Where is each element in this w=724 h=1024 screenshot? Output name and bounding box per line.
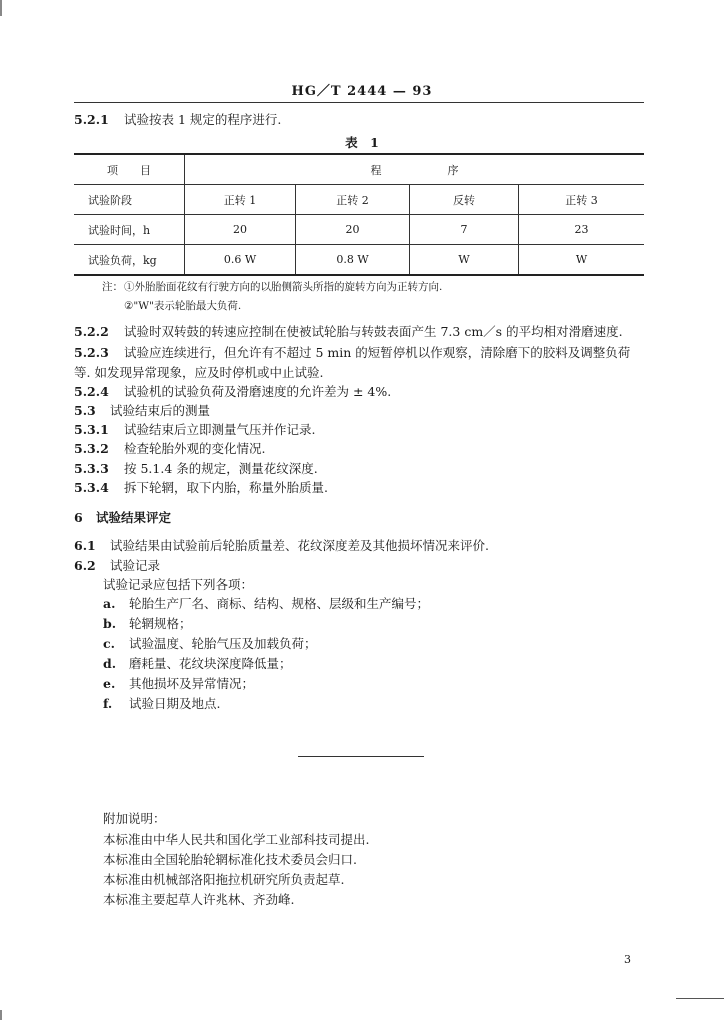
appendix-line: 本标准由中华人民共和国化学工业部科技司提出. bbox=[103, 832, 370, 847]
section-number: 5.3.1 bbox=[74, 422, 109, 437]
section-text: 试验按表 1 规定的程序进行. bbox=[124, 112, 282, 127]
section-5-2-4 bbox=[74, 382, 391, 400]
list-letter: f. bbox=[103, 696, 113, 711]
section-number: 5.2.2 bbox=[74, 324, 109, 339]
appendix-line: 本标准由机械部洛阳拖拉机研究所负责起草. bbox=[103, 872, 345, 887]
table-row bbox=[74, 245, 644, 276]
section-text: 试验结束后的测量 bbox=[110, 403, 211, 418]
section-heading: 试验结果评定 bbox=[96, 510, 172, 525]
list-letter: e. bbox=[103, 676, 116, 691]
appendix-line: 本标准主要起草人许兆林、齐劲峰. bbox=[103, 892, 295, 907]
section-text: 试验结果由试验前后轮胎质量差、花纹深度差及其他损坏情况来评价. bbox=[110, 538, 489, 553]
section-text: 按 5.1.4 条的规定，测量花纹深度. bbox=[124, 461, 318, 476]
list-letter: b. bbox=[103, 616, 117, 631]
section-number: 6 bbox=[74, 510, 83, 525]
list-text: 试验温度、轮胎气压及加载负荷； bbox=[129, 636, 317, 651]
table-note-2: ②"W"表示轮胎最大负荷. bbox=[124, 300, 242, 312]
table-header-row bbox=[74, 154, 644, 185]
record-intro: 试验记录应包括下列各项： bbox=[103, 577, 254, 592]
table-cell: 7 bbox=[410, 215, 519, 245]
table-cell: W bbox=[410, 245, 519, 276]
table-row bbox=[74, 215, 644, 245]
section-6-2 bbox=[74, 556, 160, 574]
section-text: 试验结束后立即测量气压并作记录. bbox=[124, 422, 316, 437]
section-5-3-4 bbox=[74, 478, 328, 496]
list-text: 轮胎生产厂名、商标、结构、规格、层级和生产编号； bbox=[129, 596, 430, 611]
section-number: 6.2 bbox=[74, 558, 96, 573]
table-cell: 20 bbox=[185, 215, 296, 245]
section-text: 检查轮胎外观的变化情况. bbox=[124, 441, 266, 456]
list-item bbox=[103, 674, 254, 692]
row-label: 试验时间，h bbox=[74, 215, 185, 245]
section-5-2-3-continued: 等. 如发现异常现象，应及时停机或中止试验. bbox=[74, 365, 324, 380]
section-text: 试验应连续进行，但允许有不超过 5 min 的短暂停机以作观察，清除磨下的胶料及调整负荷 bbox=[124, 345, 631, 360]
scan-edge-rule bbox=[676, 998, 724, 999]
list-text: 其他损坏及异常情况； bbox=[129, 676, 255, 691]
list-letter: c. bbox=[103, 636, 115, 651]
table-cell: W bbox=[519, 245, 645, 276]
section-number: 5.3.3 bbox=[74, 461, 109, 476]
table-cell: 正转 1 bbox=[185, 185, 296, 215]
list-text: 轮辋规格； bbox=[129, 616, 192, 631]
list-letter: d. bbox=[103, 656, 117, 671]
scan-edge-mark bbox=[0, 0, 2, 16]
section-5-3-2 bbox=[74, 439, 265, 457]
row-label: 试验负荷，kg bbox=[74, 245, 185, 276]
list-text: 试验日期及地点. bbox=[129, 696, 221, 711]
section-5-3-1 bbox=[74, 420, 315, 438]
section-number: 5.3.4 bbox=[74, 480, 109, 495]
table-row bbox=[74, 185, 644, 215]
header-cell-program: 程 序 bbox=[185, 154, 645, 185]
section-5-2-1 bbox=[74, 110, 281, 128]
section-text: 试验记录 bbox=[110, 558, 161, 573]
list-text: 磨耗量、花纹块深度降低量； bbox=[129, 656, 292, 671]
table-note-1 bbox=[102, 279, 442, 294]
end-rule bbox=[298, 756, 424, 757]
page-number: 3 bbox=[624, 953, 631, 966]
list-item bbox=[103, 694, 220, 712]
table-cell: 23 bbox=[519, 215, 645, 245]
list-item bbox=[103, 594, 429, 612]
table-cell: 正转 3 bbox=[519, 185, 645, 215]
table-cell: 0.6 W bbox=[185, 245, 296, 276]
appendix-line: 本标准由全国轮胎轮辋标准化技术委员会归口. bbox=[103, 852, 357, 867]
section-5-2-2 bbox=[74, 322, 623, 340]
header-cell-item: 项 目 bbox=[107, 163, 151, 177]
document-header: HG／T 2444 — 93 bbox=[291, 84, 433, 99]
section-5-3 bbox=[74, 401, 210, 419]
test-program-table bbox=[74, 153, 644, 276]
note-prefix: 注： bbox=[102, 281, 123, 293]
list-item bbox=[103, 654, 292, 672]
section-number: 5.3 bbox=[74, 403, 96, 418]
scan-edge-mark bbox=[0, 1010, 2, 1020]
list-item bbox=[103, 634, 317, 652]
note-text: ①外胎胎面花纹有行驶方向的以胎侧箭头所指的旋转方向为正转方向. bbox=[124, 281, 443, 293]
row-label: 试验阶段 bbox=[74, 185, 185, 215]
section-number: 5.2.1 bbox=[74, 112, 109, 127]
list-letter: a. bbox=[103, 596, 116, 611]
section-number: 5.2.3 bbox=[74, 345, 109, 360]
table-title: 表 1 bbox=[345, 135, 379, 150]
table-cell: 正转 2 bbox=[296, 185, 410, 215]
header-rule bbox=[74, 102, 644, 103]
section-number: 5.2.4 bbox=[74, 384, 109, 399]
list-item bbox=[103, 614, 192, 632]
table-cell: 反转 bbox=[410, 185, 519, 215]
table-cell: 0.8 W bbox=[296, 245, 410, 276]
appendix-title: 附加说明： bbox=[103, 811, 166, 826]
section-6 bbox=[74, 508, 171, 526]
section-number: 6.1 bbox=[74, 538, 96, 553]
section-text: 试验时双转鼓的转速应控制在使被试轮胎与转鼓表面产生 7.3 cm／s 的平均相对滑磨速度. bbox=[124, 324, 623, 339]
section-text: 拆下轮辋，取下内胎，称量外胎质量. bbox=[124, 480, 328, 495]
section-number: 5.3.2 bbox=[74, 441, 109, 456]
section-5-3-3 bbox=[74, 459, 318, 477]
section-text: 试验机的试验负荷及滑磨速度的允许差为 ± 4%. bbox=[124, 384, 392, 399]
section-6-1 bbox=[74, 536, 489, 554]
table-cell: 20 bbox=[296, 215, 410, 245]
section-5-2-3 bbox=[74, 343, 630, 361]
